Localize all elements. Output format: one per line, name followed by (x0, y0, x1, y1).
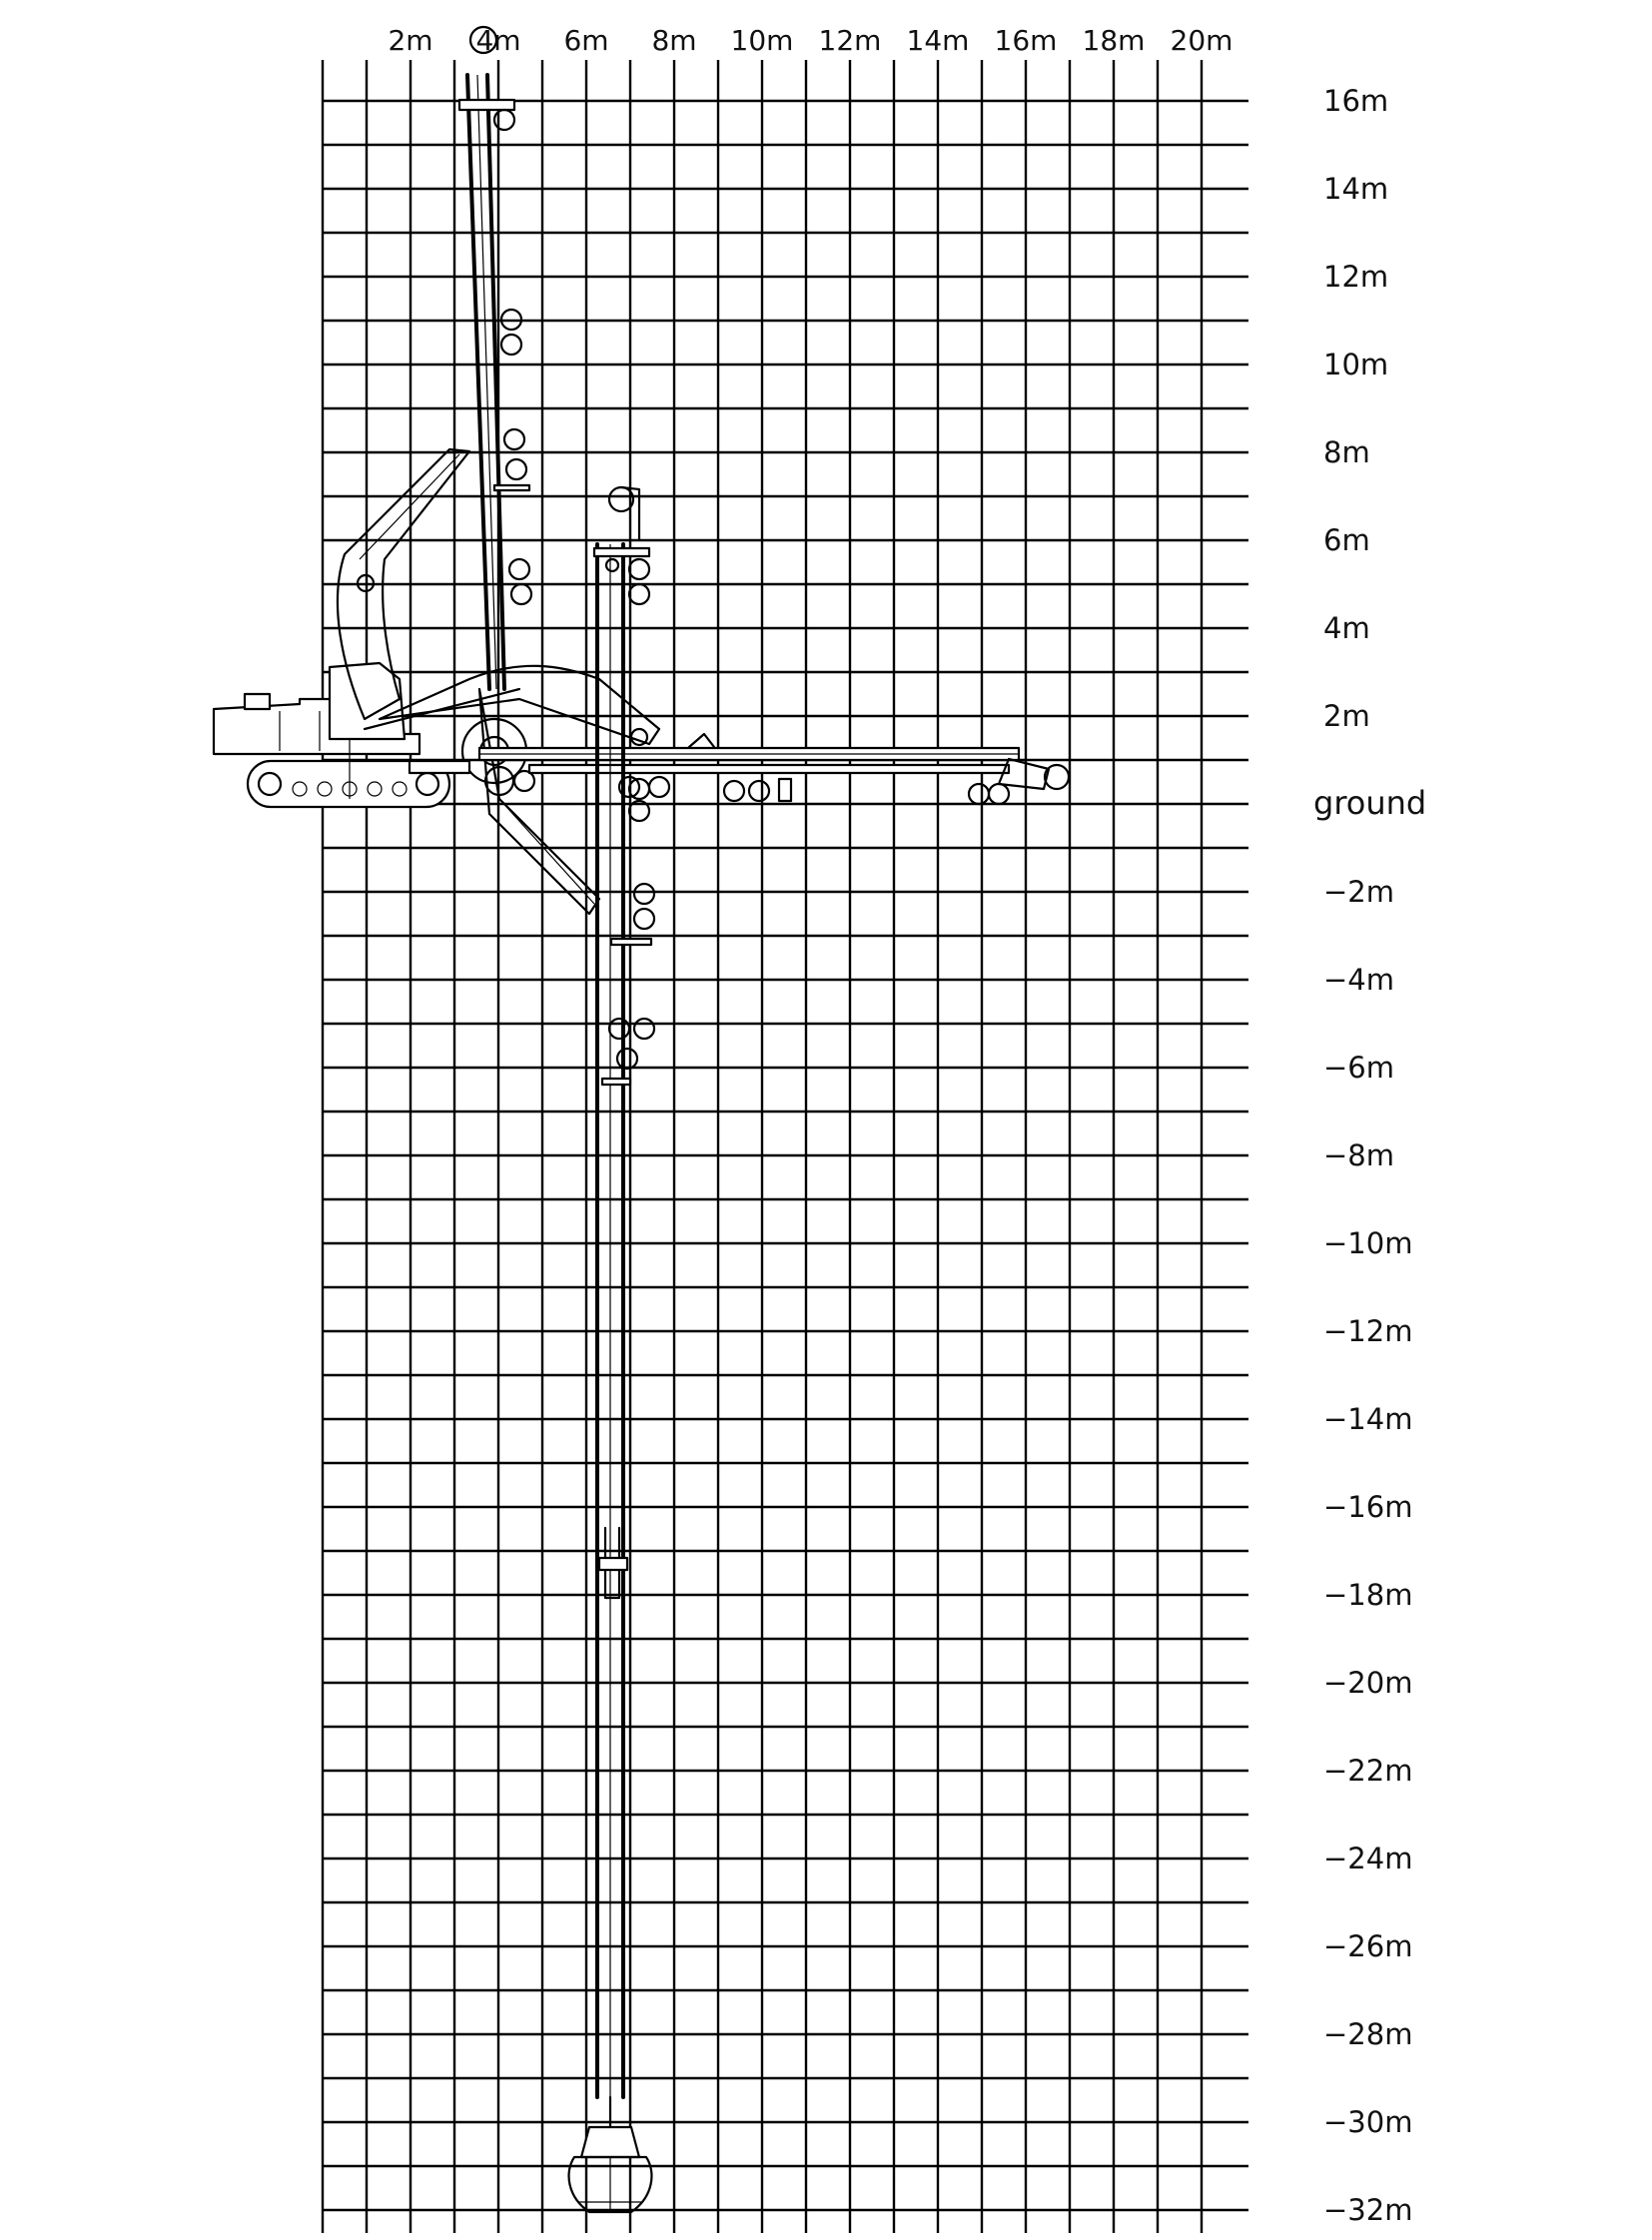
y-axis-label: 16m (1323, 84, 1389, 118)
y-axis-label: −14m (1323, 1402, 1413, 1436)
y-axis-label: −8m (1323, 1138, 1394, 1172)
y-axis-label: −6m (1323, 1051, 1394, 1085)
x-axis-label: 18m (1082, 24, 1146, 57)
x-axis-label: 4m (475, 24, 521, 57)
x-axis-label: 10m (730, 24, 794, 57)
y-axis-label: 12m (1323, 260, 1389, 294)
y-axis-label: −26m (1323, 1929, 1413, 1963)
x-axis-label: 2m (388, 24, 433, 57)
y-axis-label: 10m (1323, 348, 1389, 381)
y-axis-label: −12m (1323, 1314, 1413, 1348)
x-axis-label: 6m (563, 24, 609, 57)
x-axis-label: 16m (994, 24, 1058, 57)
y-axis-label: −22m (1323, 1754, 1413, 1788)
y-axis-label: 14m (1323, 172, 1389, 206)
y-axis-label: −32m (1323, 2193, 1413, 2227)
y-axis-label: 8m (1323, 435, 1370, 469)
telescopic-stick-horizontal (479, 734, 1069, 804)
y-axis-label: −4m (1323, 963, 1394, 997)
ground-label: ground (1313, 784, 1427, 822)
y-axis-label: −2m (1323, 875, 1394, 909)
y-axis-labels (1313, 84, 1426, 2227)
clamshell-bucket (569, 2097, 652, 2212)
x-axis-label: 14m (906, 24, 970, 57)
y-axis-label: −16m (1323, 1490, 1413, 1524)
x-axis-label: 12m (818, 24, 882, 57)
y-axis-label: 6m (1323, 523, 1370, 557)
y-axis-label: −18m (1323, 1578, 1413, 1612)
x-axis-labels (388, 24, 1233, 57)
telescopic-stick-upper (459, 27, 531, 689)
y-axis-label: −28m (1323, 2017, 1413, 2051)
y-axis-label: −10m (1323, 1226, 1413, 1260)
y-axis-label: 4m (1323, 611, 1370, 645)
excavator-drawing (214, 27, 1069, 2212)
y-axis-label: −24m (1323, 1842, 1413, 1875)
x-axis-label: 8m (651, 24, 697, 57)
x-axis-label: 20m (1170, 24, 1234, 57)
y-axis-label: −30m (1323, 2105, 1413, 2139)
y-axis-label: 2m (1323, 699, 1370, 733)
grid (323, 60, 1248, 2233)
y-axis-label: −20m (1323, 1666, 1413, 1700)
